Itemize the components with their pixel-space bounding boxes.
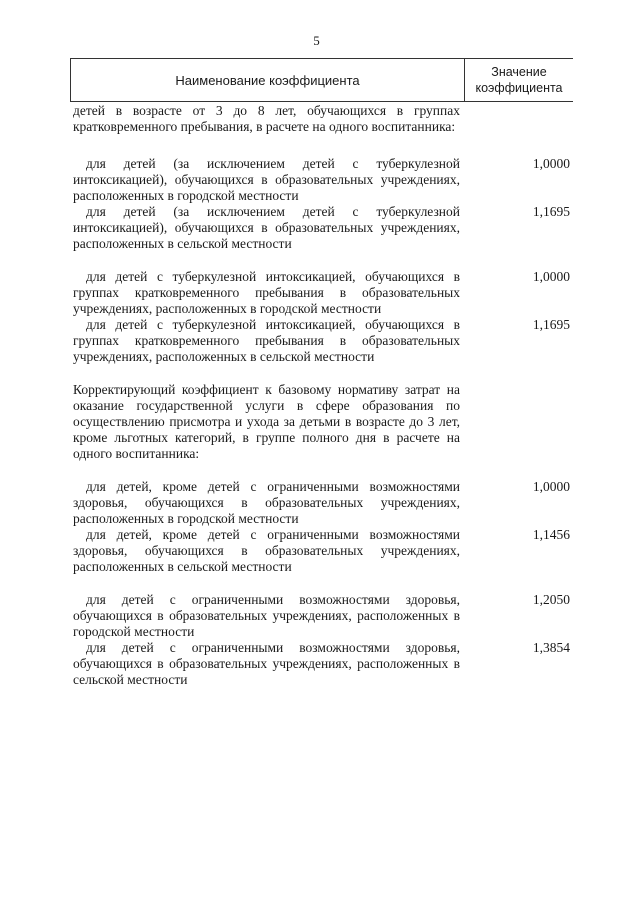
row-text: для детей, кроме детей с ограниченными возможностями здоровья, обучающихся в образовательных учреждениях, расположенных в сельской местности — [73, 527, 460, 574]
table-row — [73, 479, 570, 527]
table-row — [73, 640, 570, 688]
row-text: для детей (за исключением детей с туберкулезной интоксикацией), обучающихся в образовательных учреждениях, расположенных в городской местности — [73, 156, 460, 203]
table-row — [73, 269, 570, 317]
row-value: 1,1456 — [532, 527, 570, 542]
row-value: 1,0000 — [532, 479, 570, 494]
column-header-value — [464, 59, 573, 101]
page-number: 5 — [313, 33, 320, 48]
table-row — [73, 204, 570, 252]
row-text: для детей (за исключением детей с туберкулезной интоксикацией), обучающихся в образовательных учреждениях, расположенных в сельской местности — [73, 204, 460, 251]
table-row — [73, 317, 570, 365]
intro-text: детей в возрасте от 3 до 8 лет, обучающихся в группах кратковременного пребывания, в расчете на одного воспитанника: — [73, 103, 460, 134]
table-row — [73, 592, 570, 640]
row-value: 1,2050 — [532, 592, 570, 607]
row-text: для детей, кроме детей с ограниченными возможностями здоровья, обучающихся в образовательных учреждениях, расположенных в городской местности — [73, 479, 460, 526]
row-value: 1,0000 — [532, 156, 570, 171]
row-value: 1,1695 — [532, 317, 570, 332]
column-header-value-line2: коэффициента — [475, 81, 563, 95]
row-value: 1,3854 — [532, 640, 570, 655]
column-header-name: Наименование коэффициента — [175, 72, 360, 88]
row-text: для детей с ограниченными возможностями здоровья, обучающихся в образовательных учреждениях, расположенных в городской местности — [73, 592, 460, 639]
column-header-value-line1: Значение — [491, 65, 547, 79]
table-body — [73, 103, 570, 688]
row-value: 1,1695 — [532, 204, 570, 219]
table-header — [70, 58, 573, 102]
row-text: для детей с туберкулезной интоксикацией, обучающихся в группах кратковременного пребывания в образовательных учреждениях, расположенных в городской местности — [73, 269, 460, 316]
row-value: 1,0000 — [532, 269, 570, 284]
table-row — [73, 527, 570, 575]
section-text: Корректирующий коэффициент к базовому нормативу затрат на оказание государственной услуги в сфере образования по осуществлению присмотра и ухода за детьми в возрасте до 3 лет, кроме льготных категорий, в группе полного дня в расчете на одного воспитанника: — [73, 382, 460, 461]
row-text: для детей с ограниченными возможностями здоровья, обучающихся в образовательных учреждениях, расположенных в сельской местности — [73, 640, 460, 687]
intro-paragraph — [73, 103, 570, 135]
table-row — [73, 156, 570, 204]
row-text: для детей с туберкулезной интоксикацией, обучающихся в группах кратковременного пребывания в образовательных учреждениях, расположенных в сельской местности — [73, 317, 460, 364]
section-paragraph — [73, 382, 570, 462]
